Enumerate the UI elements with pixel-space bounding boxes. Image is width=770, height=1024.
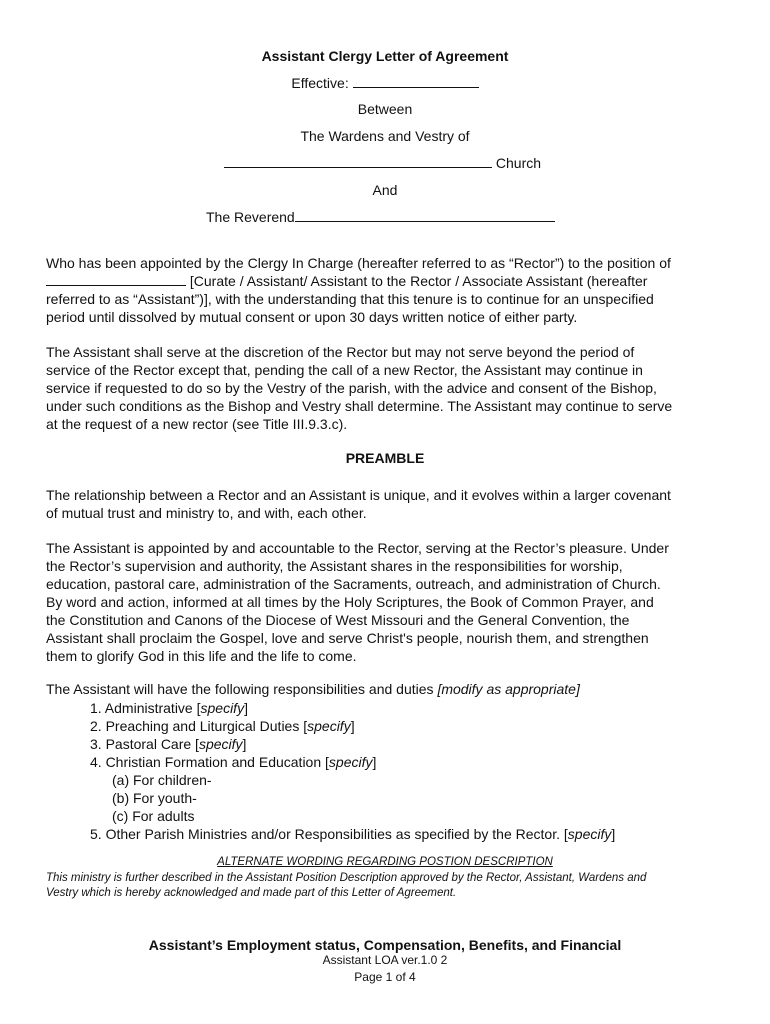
- paragraph-line: under such conditions as the Bishop and Vestry shall determine. The Assistant may continue to serve: [46, 398, 673, 414]
- paragraph-line: the Rector’s supervision and authority, the Assistant shares in the responsibilities for worship,: [46, 558, 623, 574]
- duties-intro-text: The Assistant will have the following responsibilities and duties: [46, 681, 434, 697]
- duty-item-end: ]: [244, 700, 248, 716]
- paragraph-line: at the request of a new rector (see Title III.9.3.c).: [46, 416, 348, 432]
- duty-item-end: ]: [350, 718, 355, 734]
- duties-list: [90, 699, 615, 843]
- duty-item: [90, 699, 615, 717]
- paragraph-line: The Assistant is appointed by and accountable to the Rector, serving at the Rector’s pleasure. Under: [46, 540, 669, 556]
- duty-item-end: ]: [611, 826, 616, 842]
- reverend-line: [206, 209, 555, 225]
- employment-heading: Assistant’s Employment status, Compensation, Benefits, and Financial: [148, 937, 622, 953]
- intro-line: [46, 272, 736, 290]
- preamble-paragraph-1: [46, 486, 736, 522]
- duty-item-note: specify: [328, 754, 373, 770]
- paragraph-line: service if requested to do so by the Vestry of the parish, with the advice and consent of the Bishop,: [46, 380, 657, 396]
- effective-date-blank[interactable]: [353, 75, 479, 88]
- paragraph-line: the Constitution and Canons of the Diocese of West Missouri and the General Convention, the: [46, 612, 630, 628]
- duty-item-text: 1. Administrative [: [90, 700, 201, 716]
- paragraph-line: of mutual trust and ministry to, and with, each other.: [46, 505, 367, 521]
- reverend-label: The Reverend: [206, 209, 295, 225]
- paragraph-line: education, pastoral care, administration of the Sacraments, outreach, and administration of Church.: [46, 576, 661, 592]
- between-text: Between: [357, 101, 413, 117]
- duty-subitem: (c) For adults: [112, 808, 195, 824]
- paragraph-line: service of the Rector except that, pending the call of a new Rector, the Assistant may continue in: [46, 362, 643, 378]
- alternate-wording-body: [46, 871, 736, 901]
- preamble-heading: PREAMBLE: [345, 450, 425, 466]
- reverend-name-blank[interactable]: [295, 209, 555, 222]
- paragraph-line: them to glorify God in this life and the life to come.: [46, 648, 357, 664]
- footer-page-number: Page 1 of 4: [354, 970, 416, 984]
- church-line: [224, 155, 541, 171]
- document-title: Assistant Clergy Letter of Agreement: [261, 48, 509, 64]
- duty-item-note: specify: [200, 700, 245, 716]
- footer-version: Assistant LOA ver.1.0 2: [322, 953, 448, 967]
- alternate-line: Vestry which is hereby acknowledged and made part of this Letter of Agreement.: [46, 887, 457, 899]
- duty-subitem: (a) For children-: [112, 772, 212, 788]
- discretion-paragraph: [46, 343, 736, 433]
- effective-line: [0, 75, 770, 91]
- duty-item-note: specify: [198, 736, 243, 752]
- duty-item-end: ]: [242, 736, 247, 752]
- paragraph-line: By word and action, informed at all times by the Holy Scriptures, the Book of Common Prayer, and: [46, 594, 654, 610]
- intro-paragraph: [46, 254, 736, 326]
- alternate-line: This ministry is further described in the Assistant Position Description approved by the Rector, Assistant, Wardens and: [46, 872, 647, 884]
- duty-item-end: ]: [372, 754, 377, 770]
- duty-item-text: 3. Pastoral Care [: [90, 736, 199, 752]
- position-blank[interactable]: [46, 273, 186, 286]
- duty-item: [90, 753, 615, 771]
- intro-line: period until dissolved by mutual consent or upon 30 days written notice of either party.: [46, 309, 578, 325]
- duties-intro-note: [modify as appropriate]: [437, 681, 580, 697]
- duty-subitem: (b) For youth-: [112, 790, 197, 806]
- duty-item-note: specify: [307, 718, 351, 734]
- and-text: And: [372, 182, 398, 198]
- intro-line-text: [Curate / Assistant/ Assistant to the Rector / Associate Assistant (hereafter: [189, 273, 648, 289]
- effective-label: Effective:: [291, 75, 349, 91]
- duty-item: [90, 825, 615, 843]
- duty-item-text: 5. Other Parish Ministries and/or Responsibilities as specified by the Rector. [: [90, 826, 568, 842]
- duty-item-text: 4. Christian Formation and Education [: [90, 754, 329, 770]
- duty-item-note: specify: [567, 826, 612, 842]
- duties-intro: [46, 681, 580, 697]
- preamble-paragraph-2: [46, 539, 736, 665]
- intro-line: Who has been appointed by the Clergy In Charge (hereafter referred to as “Rector”) to the position of: [46, 255, 671, 271]
- church-name-blank[interactable]: [224, 155, 492, 168]
- paragraph-line: The Assistant shall serve at the discretion of the Rector but may not serve beyond the period of: [46, 344, 635, 360]
- duty-item: [90, 717, 615, 735]
- paragraph-line: The relationship between a Rector and an Assistant is unique, and it evolves within a larger covenant: [46, 487, 671, 503]
- church-label: Church: [495, 155, 542, 171]
- duty-item-text: 2. Preaching and Liturgical Duties [: [90, 718, 308, 734]
- duty-item: [90, 735, 615, 753]
- paragraph-line: Assistant shall proclaim the Gospel, love and serve Christ's people, nourish them, and strengthen: [46, 630, 649, 646]
- wardens-vestry-text: The Wardens and Vestry of: [300, 128, 470, 144]
- intro-line: referred to as “Assistant”)], with the understanding that this tenure is to continue for an unspecified: [46, 291, 654, 307]
- alternate-wording-heading: ALTERNATE WORDING REGARDING POSTION DESCRIPTION: [217, 856, 553, 868]
